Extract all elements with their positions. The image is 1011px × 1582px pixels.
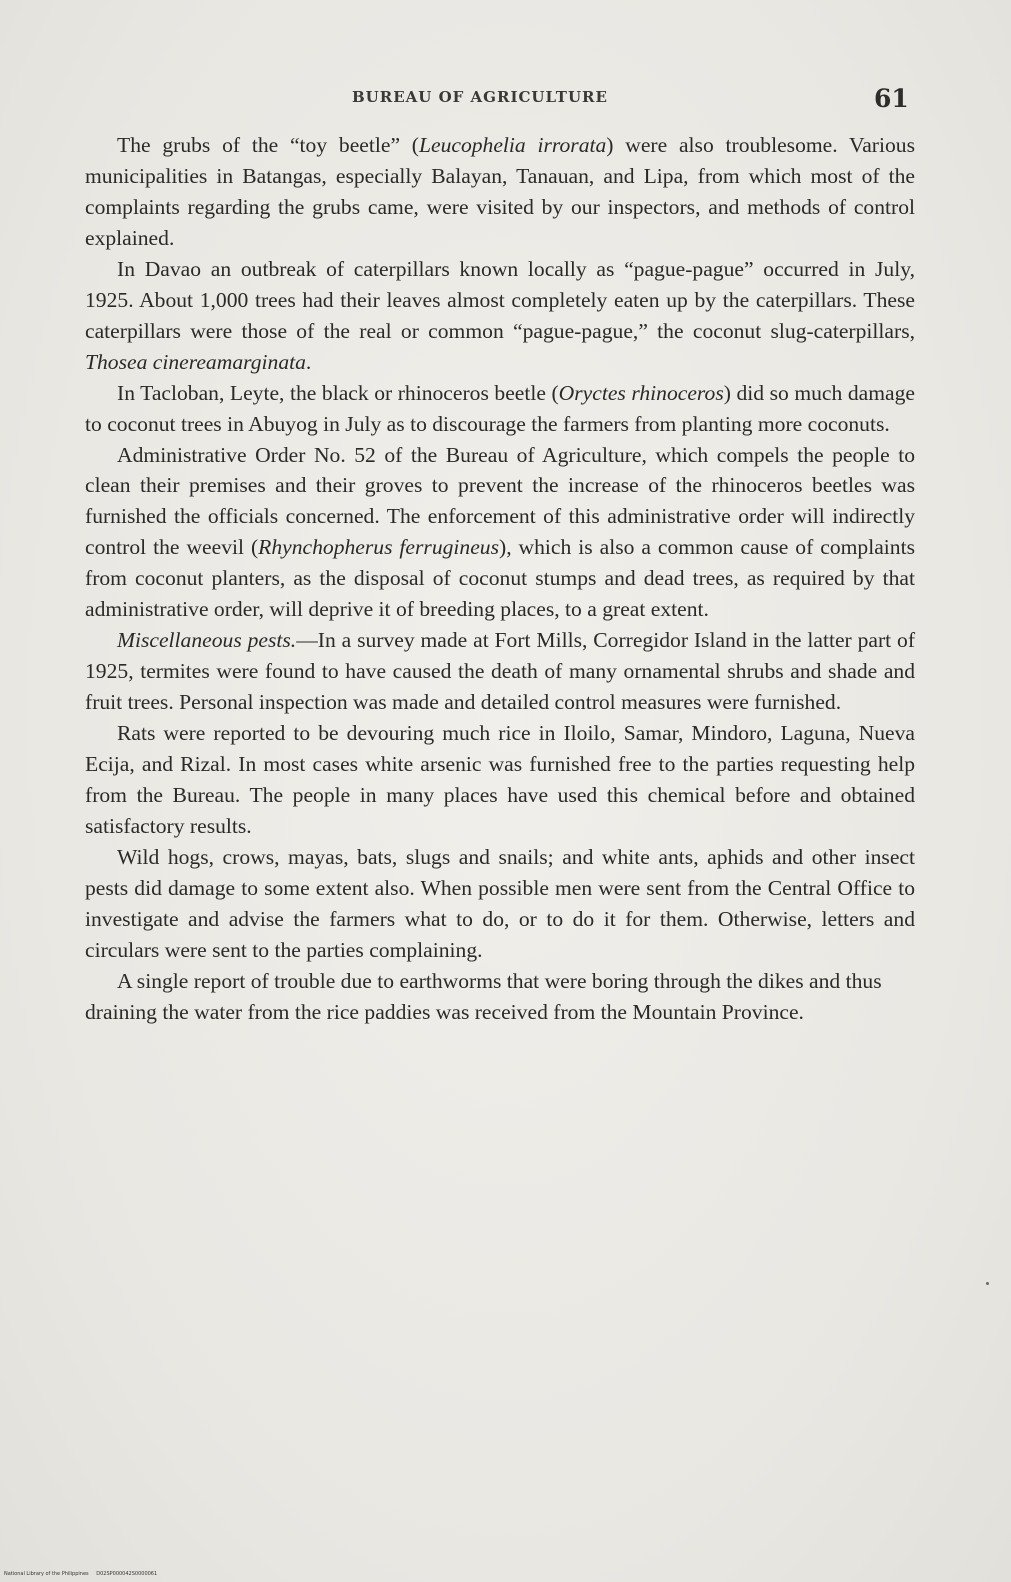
species-name: Oryctes rhinoceros [558, 380, 724, 405]
paragraph-earthworms [85, 966, 915, 1028]
species-name: Leucophelia irrorata [418, 133, 607, 157]
text-run: . [305, 349, 312, 374]
text-run: ) did so much damage to coconut trees in Abuyog in July as to discourage the farmers from planting more coconuts. [85, 380, 915, 436]
scan-footer [4, 1571, 157, 1577]
text-run: In Tacloban, Leyte, the black or rhinoceros beetle ( [117, 380, 559, 405]
paragraph-administrative-order [85, 440, 915, 626]
paragraph-miscellaneous-pests [85, 625, 915, 718]
text-run: ) were also troublesome. Various municipalities in Batangas, especially Balayan, Tanauan, and Lipa, from which most of the complaints regarding the grubs came, were visited by our inspectors, and methods of control explained. [85, 133, 915, 250]
text-run: In Davao an outbreak of caterpillars known locally as “pague-pague” occurred in July, 1925. About 1,000 trees had their leaves almost completely eaten up by the caterpillars. These caterpillars were those of the real or common “pague-pague,” the coconut slug-caterpillars, [85, 256, 915, 343]
text-run: Rats were reported to be devouring much rice in Iloilo, Samar, Mindoro, Laguna, Nueva Ecija, and Rizal. In most cases white arsenic was furnished free to the parties requesting help from the Bureau. The people in many places have used this chemical before and obtained satisfactory results. [85, 721, 915, 838]
text-run: A single report of trouble due to earthworms that were boring through the dikes and thus draining the water from the rice paddies was received from the Mountain Province. [85, 968, 882, 1024]
footer-identifier: D02SP000042S0000061 [96, 1571, 158, 1577]
text-run: —In a survey made at Fort Mills, Corregidor Island in the latter part of 1925, termites were found to have caused the death of many ornamental shrubs and shade and fruit trees. Personal inspection was made and detailed control measures were furnished. [85, 628, 916, 715]
page-number: 61 [874, 84, 909, 113]
footer-library: National Library of the Philippines [4, 1571, 89, 1577]
species-name: Thosea cinereamarginata [85, 349, 306, 374]
scan-speck [986, 1282, 989, 1285]
paragraph-rats [85, 718, 915, 842]
running-title: BUREAU OF AGRICULTURE [352, 88, 608, 106]
paragraph-wild-hogs [85, 842, 915, 966]
text-run: Administrative Order No. 52 of the Bureau of Agriculture, which compels the people to clean their premises and their groves to prevent the increase of the rhinoceros beetles was furnished the officials concerned. The enforcement of this administrative order will indirectly control the weevil ( [85, 442, 915, 560]
body-text [85, 130, 915, 1028]
paragraph-toy-beetle [85, 130, 915, 254]
paragraph-tacloban [85, 378, 915, 440]
text-run: ), which is also a common cause of complaints from coconut planters, as the disposal of coconut stumps and dead trees, as required by that administrative order, will deprive it of breeding places, to a great extent. [85, 535, 915, 622]
section-heading: Miscellaneous pests. [117, 628, 297, 653]
text-run: The grubs of the “toy beetle” ( [117, 133, 419, 157]
paragraph-davao [85, 254, 915, 378]
species-name: Rhynchopherus ferrugineus [258, 535, 499, 560]
text-run: Wild hogs, crows, mayas, bats, slugs and snails; and white ants, aphids and other insect pests did damage to some extent also. When possible men were sent from the Central Office to investigate and advise the farmers what to do, or to do it for them. Otherwise, letters and circulars were sent to the parties complaining. [85, 844, 915, 962]
